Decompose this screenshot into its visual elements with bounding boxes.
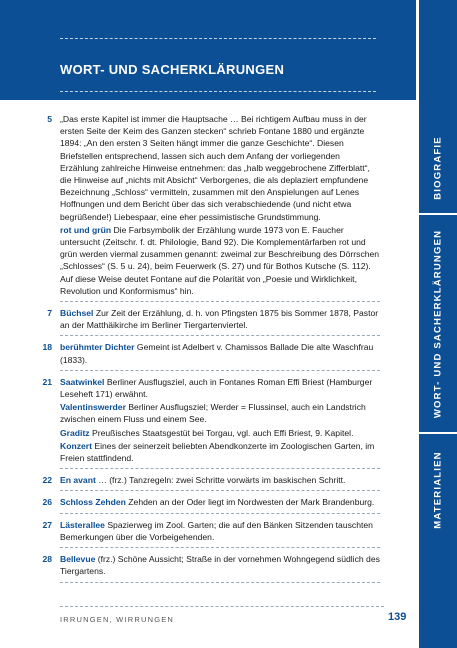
entry-paragraph <box>60 113 380 223</box>
glossary-definition: Berliner Ausflugsziel, auch in Fontanes Roman Effi Briest (Hamburger Leseheft 171) erwähnt. <box>60 376 373 400</box>
entry-divider <box>60 513 380 514</box>
glossary-entry <box>32 519 380 548</box>
glossary-entry <box>32 113 380 302</box>
entry-paragraph <box>60 376 380 400</box>
entry-divider <box>60 335 380 336</box>
glossary-definition: … (frz.) Tanzregeln: zwei Schritte vorwärts im baskischen Schritt. <box>98 475 346 486</box>
page-number: 139 <box>388 611 407 623</box>
tab-biografie-label: BIOGRAFIE <box>432 136 444 200</box>
page-reference-number: 7 <box>47 308 52 319</box>
glossary-term: Konzert <box>60 440 92 451</box>
glossary-definition: Eines der seinerzeit beliebten Abendkonzerte im Zoologischen Garten, im Freien stattfindend. <box>60 440 375 464</box>
entry-divider <box>60 547 380 548</box>
glossary-definition: Zehden an der Oder liegt im Nordwesten der Mark Brandenburg. <box>128 497 375 508</box>
page-reference-number: 21 <box>42 376 52 387</box>
side-tabs <box>419 0 457 648</box>
glossary-term: rot und grün <box>60 224 112 235</box>
glossary-entry <box>32 474 380 491</box>
tab-materialien-label: MATERIALIEN <box>432 451 444 529</box>
glossary-definition: Preußisches Staatsgestüt bei Torgau, vgl. auch Effi Briest, 9. Kapitel. <box>92 427 354 438</box>
page-reference-number: 22 <box>42 475 52 486</box>
glossary-term: Bellevue <box>60 554 96 565</box>
page-title: WORT- UND SACHERKLÄRUNGEN <box>60 62 285 77</box>
chapter-header <box>0 0 416 100</box>
header-dashed-rule-bottom <box>60 91 376 92</box>
glossary-definition: (frz.) Schöne Aussicht; Straße in der vornehmen Wohngegend südlich des Tiergartens. <box>60 554 380 577</box>
glossary-term: Lästerallee <box>60 519 105 530</box>
glossary-term: Schloss Zehden <box>60 497 126 508</box>
tab-biografie[interactable] <box>419 0 457 213</box>
page-reference-number: 26 <box>42 497 52 508</box>
entry-paragraph <box>60 224 380 297</box>
tab-wort-und-sacherklaerungen[interactable] <box>419 215 457 432</box>
glossary-term: Valentinswerder <box>60 402 126 413</box>
entry-paragraph <box>60 341 380 365</box>
entry-paragraph <box>60 519 380 543</box>
glossary-definition: Gemeint ist Adelbert v. Chamissos Ballade Die alte Waschfrau (1833). <box>60 342 374 365</box>
glossary-term: En avant <box>60 475 96 486</box>
entry-divider <box>60 468 380 469</box>
glossary-entry <box>32 553 380 582</box>
tab-wort-und-sacherklaerungen-label: WORT- UND SACHERKLÄRUNGEN <box>432 229 444 418</box>
entry-paragraph <box>60 496 380 508</box>
glossary-entry <box>32 376 380 469</box>
entry-divider <box>60 490 380 491</box>
entry-divider <box>60 370 380 371</box>
page-reference-number: 5 <box>47 114 52 124</box>
page-reference-number: 27 <box>42 519 52 530</box>
glossary-definition: Spazierweg im Zool. Garten; die auf den Bänken Sitzenden tauschten Bemerkungen über die Vorbeigehenden. <box>60 519 373 542</box>
entry-paragraph <box>60 401 380 425</box>
running-title: IRRUNGEN, WIRRUNGEN <box>60 615 175 624</box>
glossary-entry <box>32 341 380 370</box>
entry-paragraph <box>60 474 380 486</box>
entry-paragraph <box>60 553 380 577</box>
entry-paragraph <box>60 427 380 439</box>
glossary-entry <box>32 496 380 513</box>
page-reference-number: 18 <box>42 342 52 353</box>
entry-divider <box>60 301 380 302</box>
page-reference-number: 28 <box>42 554 52 565</box>
glossary-term: Saatwinkel <box>60 376 105 387</box>
glossary-term: Büchsel <box>60 308 94 319</box>
entry-divider <box>60 582 380 583</box>
glossary-entry <box>32 307 380 336</box>
tab-materialien[interactable] <box>419 434 457 648</box>
header-dashed-rule-top <box>60 38 376 39</box>
glossary-definition: Zur Zeit der Erzählung, d. h. von Pfingsten 1875 bis Sommer 1878, Pastor an der Matthäikirche im Berliner Tiergartenviertel. <box>60 308 379 331</box>
glossary-list <box>32 113 380 588</box>
glossary-term: berühmter Dichter <box>60 342 135 353</box>
glossary-term: Graditz <box>60 427 90 438</box>
entry-paragraph <box>60 440 380 464</box>
glossary-definition: „Das erste Kapitel ist immer die Hauptsache … Bei richtigem Aufbau muss in der ersten Seite der Keim des Ganzen stecken“ schrieb Fontane 1880 und ergänzte 1894: „An den ersten 3 Seiten hängt immer die ganze Geschichte“. Diesen Briefstellen entsprechend, lassen sich auch dem Anfang der vorliegenden Erzählung zahlreiche Hinweise entnehmen: das „halb weggebrochene Zifferblatt“, die Hinweise auf „nichts mit Absicht“ Verborgenes, die als deplaziert empfundene Bezeichnung „Schloss“ vermitteln, zusammen mit den Anspielungen auf Lenes Hoffnungen und dem Bericht über das sich verabschiedende (und nicht etwa begrüßende!) Liebespaar, eine eher pessimistische Grundstimmung. <box>60 114 370 222</box>
glossary-definition: Berliner Ausflugsziel; Werder = Flussinsel, auch ein Landstrich zwischen einem Fluss und einem See. <box>60 402 366 425</box>
entry-paragraph <box>60 307 380 331</box>
footer-rule <box>60 606 384 607</box>
glossary-definition: Die Farbsymbolik der Erzählung wurde 1973 von E. Faucher untersucht (Zeitschr. f. dt. Philologie, Band 92). Die Komplementärfarben rot und grün werden viermal zusammen genannt: zweimal zur Beschreibung des Dörrschen „Schlosses“ (S. 5 u. 24), beim Feuerwerk (S. 27) und für Bothos Kutsche (S. 112). Auf diese Weise deutet Fontane auf die Polarität von „Poesie und Wirklichkeit, Revolution und Konformismus“ hin. <box>60 224 380 296</box>
